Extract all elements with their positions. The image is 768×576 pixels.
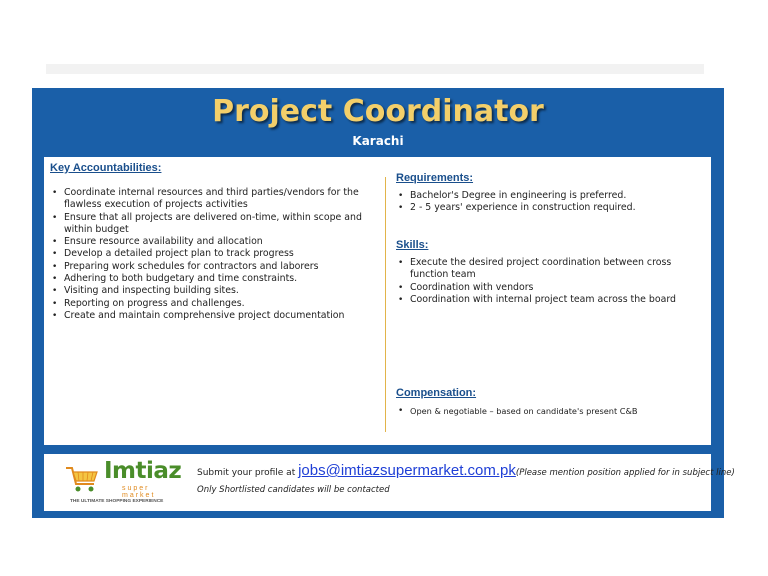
skills-heading: Skills:: [396, 239, 429, 251]
submit-prefix: Submit your profile at: [197, 468, 299, 478]
top-band: [46, 64, 704, 74]
list-item: • Ensure resource availability and allocation: [50, 236, 368, 248]
list-item: • Coordination with internal project team across the board: [396, 294, 701, 306]
requirements-section: [396, 172, 701, 215]
requirements-heading: Requirements:: [396, 172, 474, 184]
list-item: • Execute the desired project coordination between cross function team: [396, 257, 701, 282]
logo-tagline: THE ULTIMATE SHOPPING EXPERIENCE: [70, 499, 164, 504]
email-link[interactable]: jobs@imtiazsupermarket.com.pk: [298, 462, 516, 479]
subject-note: (Please mention position applied for in subject line): [515, 468, 735, 478]
list-item: • Reporting on progress and challenges.: [50, 298, 368, 310]
list-item: • 2 - 5 years' experience in construction required.: [396, 202, 701, 214]
skills-list: [396, 257, 701, 306]
list-item: • Ensure that all projects are delivered on-time, within scope and within budget: [50, 212, 368, 237]
footer-panel: [44, 454, 735, 511]
skills-section: [396, 239, 701, 306]
compensation-heading: Compensation:: [396, 387, 477, 399]
list-item: • Develop a detailed project plan to track progress: [50, 248, 368, 260]
logo-subtitle: super market: [122, 485, 156, 499]
compensation-list: [396, 405, 701, 417]
job-poster: [32, 88, 735, 518]
submit-instructions: [197, 462, 735, 479]
key-accountabilities-list: [50, 187, 368, 322]
requirements-list: [396, 190, 701, 215]
list-item: • Bachelor's Degree in engineering is preferred.: [396, 190, 701, 202]
list-item: • Coordinate internal resources and third parties/vendors for the flawless execution of projects activities: [50, 187, 368, 212]
imtiaz-logo: [64, 458, 180, 508]
list-item: • Coordination with vendors: [396, 282, 701, 294]
shopping-cart-icon: [64, 464, 100, 494]
job-location: Karachi: [352, 134, 404, 148]
list-item: • Visiting and inspecting building sites.: [50, 285, 368, 297]
compensation-section: [396, 387, 701, 417]
list-item: • Preparing work schedules for contractors and laborers: [50, 261, 368, 273]
list-item: • Open & negotiable – based on candidate's present C&B: [396, 405, 701, 417]
job-title: Project Coordinator: [212, 94, 544, 129]
list-item: • Adhering to both budgetary and time constraints.: [50, 273, 368, 285]
key-accountabilities-section: [50, 162, 368, 322]
shortlist-note: Only Shortlisted candidates will be contacted: [197, 485, 390, 495]
list-item: • Create and maintain comprehensive project documentation: [50, 310, 368, 322]
key-accountabilities-heading: Key Accountabilities:: [50, 162, 162, 174]
content-panel: [44, 157, 711, 445]
logo-wordmark: Imtiaz: [104, 458, 182, 484]
column-divider: [385, 177, 386, 432]
